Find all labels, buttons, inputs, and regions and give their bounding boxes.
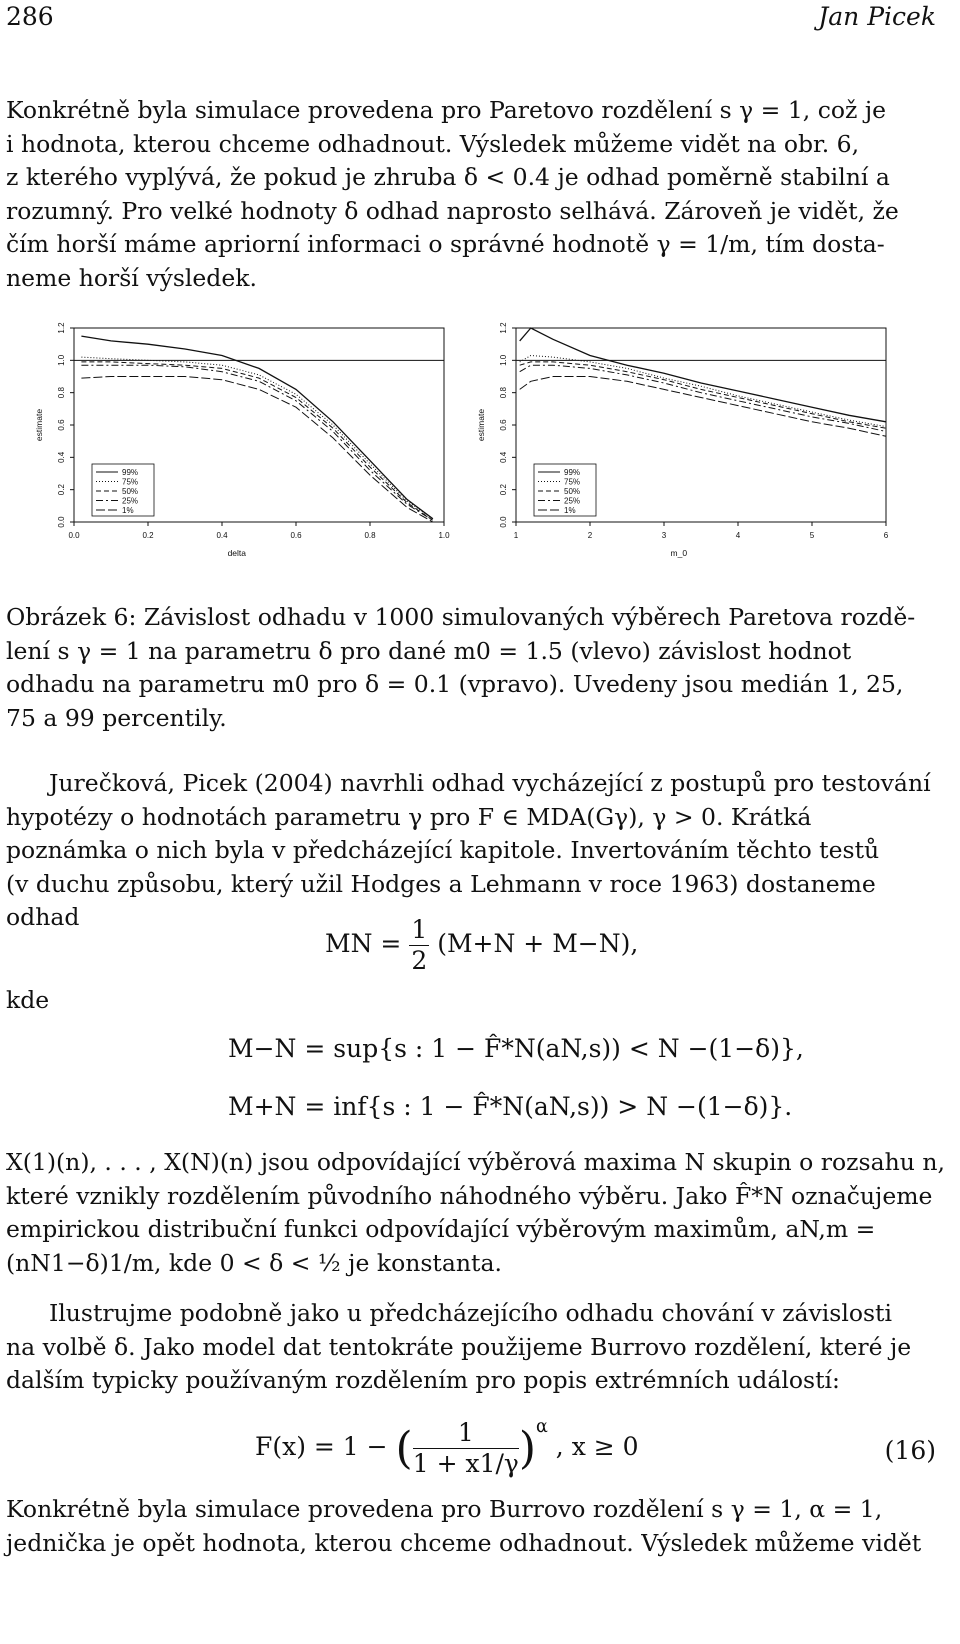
legend-label: 99% <box>564 468 581 477</box>
legend-label: 25% <box>564 496 581 506</box>
y-tick-label: 1.2 <box>499 322 508 334</box>
numerator: 1 <box>411 915 428 944</box>
x-axis-label: m_0 <box>670 548 688 558</box>
numerator: 1 <box>413 1418 519 1449</box>
text-line: rozumný. Pro velké hodnoty δ odhad naprosto selhává. Zároveň je vidět, že <box>6 196 899 225</box>
text-line: odhad <box>6 903 80 931</box>
y-tick-label: 0.4 <box>57 451 66 463</box>
text-line: Jurečková, Picek (2004) navrhli odhad vycházející z postupů pro testování <box>49 769 931 797</box>
paragraph-4 <box>6 1297 924 1398</box>
chart-left <box>24 320 464 610</box>
y-axis-label: estimate <box>34 408 44 442</box>
text-line: neme horší výsledek. <box>6 263 257 292</box>
exponent: α <box>536 1416 548 1437</box>
x-tick-label: 2 <box>587 531 593 540</box>
legend-label: 1% <box>122 506 134 515</box>
equation-lhs: F(x) = 1 − <box>255 1432 388 1461</box>
x-tick-label: 0.8 <box>364 531 376 540</box>
paragraph-1 <box>6 94 924 295</box>
text-line: poznámka o nich byla v předcházející kapitole. Invertováním těchto testů <box>6 836 880 864</box>
left-paren: ( <box>395 1423 413 1474</box>
caption-line: 75 a 99 percentily. <box>6 703 227 732</box>
equation-M-plus: M+N = inf{s : 1 − F̂*N(aN,s)) > N −(1−δ)}. <box>228 1092 793 1121</box>
caption-line: lení s γ = 1 na parametru δ pro dané m0 = 1.5 (vlevo) závislost hodnot <box>6 636 852 665</box>
paragraph-5 <box>6 1493 924 1560</box>
text-line: dalším typicky používaným rozdělením pro popis extrémních událostí: <box>6 1366 840 1394</box>
denominator: 1 + x1/γ <box>412 1449 519 1478</box>
running-head-author: Jan Picek <box>818 2 936 31</box>
equation-16 <box>255 1418 639 1479</box>
text-line: (nN1−δ)1/m, kde 0 < δ < ½ je konstanta. <box>6 1248 502 1277</box>
text-line: které vznikly rozdělením původního náhodného výběru. Jako F̂*N označujeme <box>6 1181 933 1210</box>
series-line <box>520 377 886 437</box>
y-tick-label: 1.0 <box>57 354 66 366</box>
y-tick-label: 0.8 <box>499 387 508 399</box>
y-tick-label: 0.4 <box>499 451 508 463</box>
chart-right <box>466 320 906 610</box>
x-tick-label: 0.6 <box>290 531 302 540</box>
x-tick-label: 0.0 <box>68 531 80 540</box>
caption-line: odhadu na parametru m0 pro δ = 0.1 (vpravo). Uvedeny jsou medián 1, 25, <box>6 670 904 698</box>
text-line: X(1)(n), . . . , X(N)(n) jsou odpovídající výběrová maxima N skupin o rozsahu n, <box>6 1148 945 1176</box>
fraction <box>409 915 429 976</box>
figure-6 <box>0 320 960 610</box>
page-number: 286 <box>6 2 54 31</box>
text-line: Konkrétně byla simulace provedena pro Paretovo rozdělení s γ = 1, což je <box>6 96 887 124</box>
y-axis-label: estimate <box>476 408 486 442</box>
text-line: hypotézy o hodnotách parametru γ pro F ∈ MDA(Gγ), γ > 0. Krátká <box>6 802 812 831</box>
equation-rhs: (M+N + M−N), <box>437 929 639 958</box>
legend-label: 75% <box>564 477 581 487</box>
legend-label: 99% <box>122 468 139 477</box>
equation-M-minus: M−N = sup{s : 1 − F̂*N(aN,s)) < N −(1−δ)}, <box>228 1034 804 1063</box>
y-tick-label: 1.2 <box>57 322 66 334</box>
series-line <box>520 328 886 422</box>
x-tick-label: 1.0 <box>438 531 450 540</box>
y-tick-label: 0.2 <box>499 484 508 496</box>
x-tick-label: 0.4 <box>216 531 228 540</box>
text-line: empirickou distribuční funkci odpovídající výběrovým maximům, aN,m = <box>6 1215 876 1243</box>
text-line: Ilustrujme podobně jako u předcházejícího odhadu chování v závislosti <box>49 1299 893 1327</box>
legend-label: 25% <box>122 496 139 506</box>
y-tick-label: 0.0 <box>57 516 66 528</box>
x-tick-label: 5 <box>809 531 815 540</box>
caption-line: Obrázek 6: Závislost odhadu v 1000 simulovaných výběrech Paretova rozdě- <box>6 603 916 631</box>
equation-number: (16) <box>884 1436 936 1465</box>
y-tick-label: 0.0 <box>499 516 508 528</box>
paragraph-2 <box>6 767 931 935</box>
x-tick-label: 1 <box>513 531 519 540</box>
denominator: 2 <box>411 946 428 975</box>
series-line <box>520 362 886 428</box>
fraction <box>413 1418 519 1479</box>
x-tick-label: 3 <box>661 531 667 540</box>
series-line <box>520 356 886 427</box>
legend-label: 50% <box>564 487 581 496</box>
x-tick-label: 6 <box>883 531 889 540</box>
paragraph-3 <box>6 1146 945 1280</box>
kde-label: kde <box>6 986 50 1014</box>
text-line: jednička je opět hodnota, kterou chceme odhadnout. Výsledek můžeme vidět <box>6 1528 922 1557</box>
legend-label: 1% <box>564 506 576 515</box>
x-tick-label: 4 <box>735 531 741 540</box>
equation-tail: , x ≥ 0 <box>555 1432 639 1461</box>
equation-MN <box>325 915 638 976</box>
legend-label: 75% <box>122 477 139 487</box>
x-axis-label: delta <box>227 548 247 558</box>
y-tick-label: 0.8 <box>57 387 66 399</box>
text-line: z kterého vyplývá, že pokud je zhruba δ < 0.4 je odhad poměrně stabilní a <box>6 163 890 191</box>
legend-label: 50% <box>122 487 139 496</box>
equation-lhs: MN = <box>325 929 402 958</box>
text-line: Konkrétně byla simulace provedena pro Burrovo rozdělení s γ = 1, α = 1, <box>6 1495 883 1523</box>
text-line: čím horší máme apriorní informaci o správné hodnotě γ = 1/m, tím dosta- <box>6 230 885 258</box>
text-line: i hodnota, kterou chceme odhadnout. Výsledek můžeme vidět na obr. 6, <box>6 129 860 158</box>
y-tick-label: 1.0 <box>499 354 508 366</box>
y-tick-label: 0.6 <box>57 419 66 431</box>
y-tick-label: 0.6 <box>499 419 508 431</box>
text-line: na volbě δ. Jako model dat tentokráte použijeme Burrovo rozdělení, které je <box>6 1332 912 1361</box>
x-tick-label: 0.2 <box>142 531 154 540</box>
right-paren: ) <box>518 1423 537 1474</box>
text-line: (v duchu způsobu, který užil Hodges a Lehmann v roce 1963) dostaneme <box>6 869 876 898</box>
figure-caption <box>6 601 924 735</box>
y-tick-label: 0.2 <box>57 484 66 496</box>
